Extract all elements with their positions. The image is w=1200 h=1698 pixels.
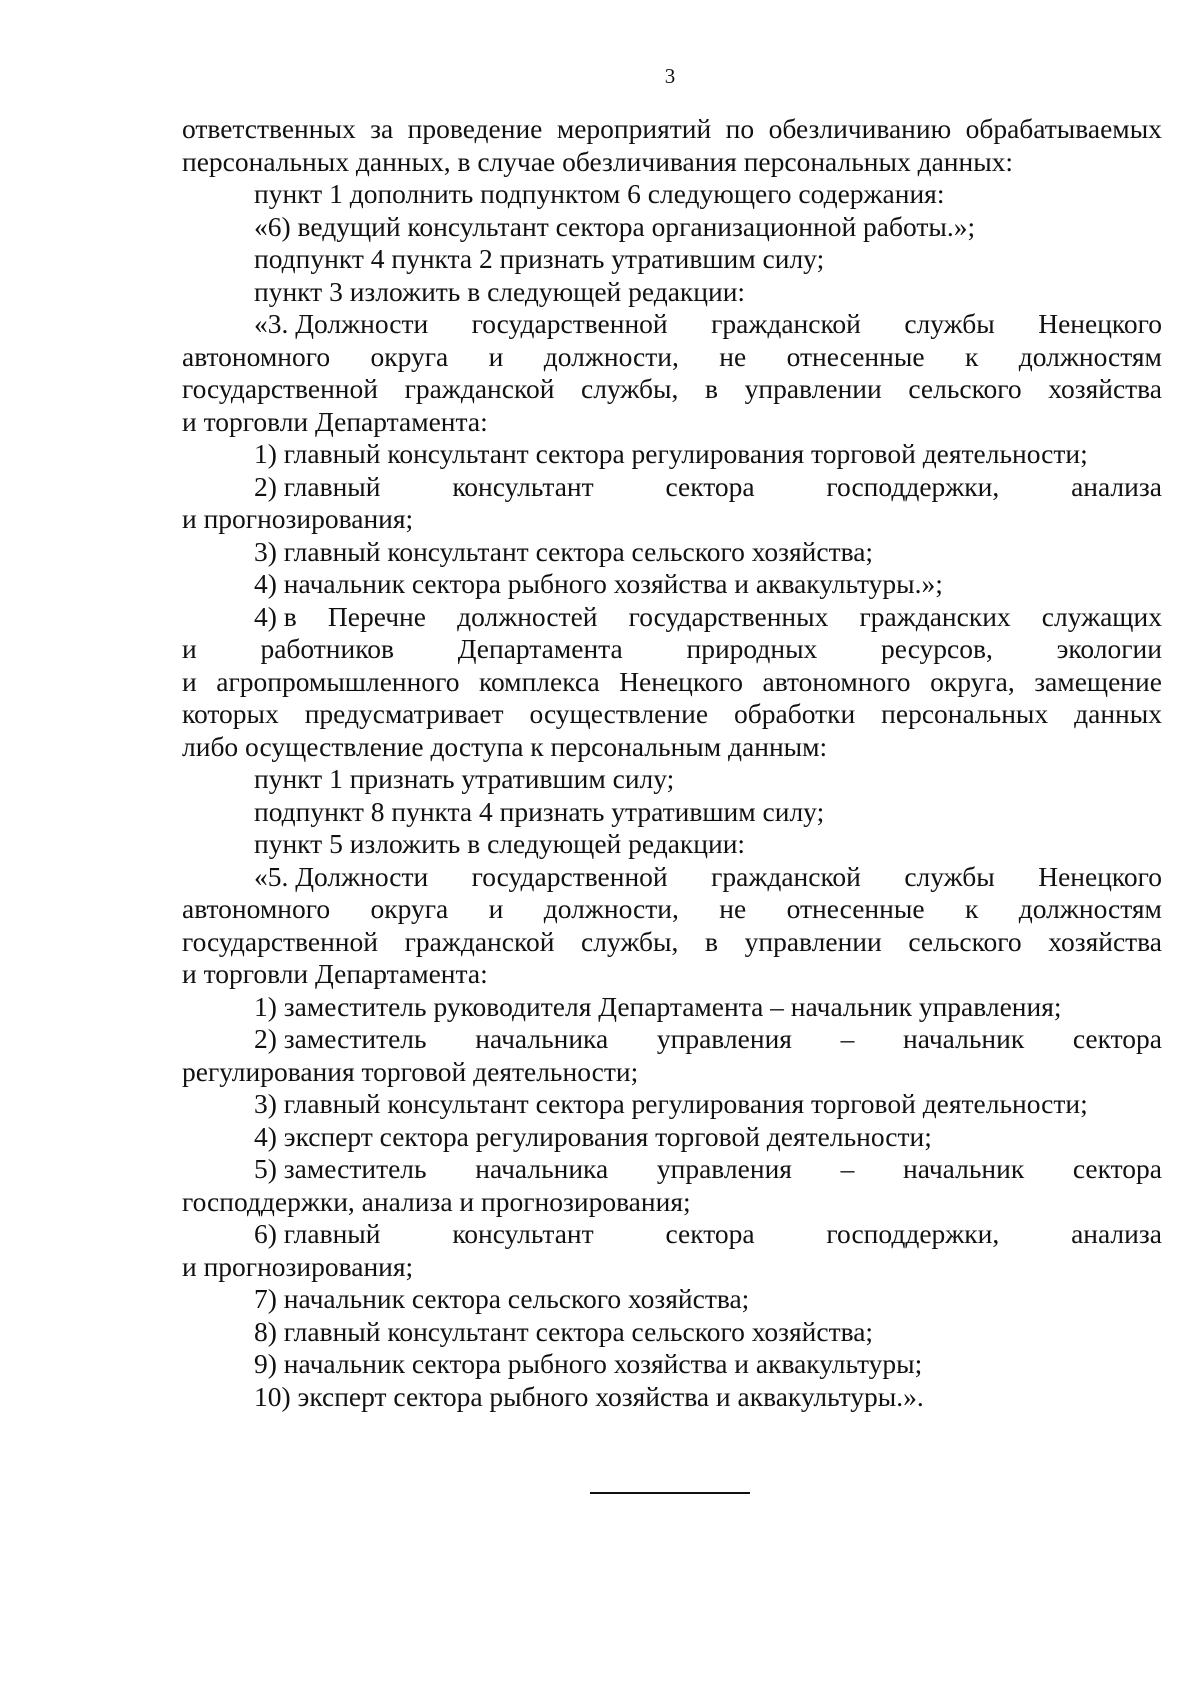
- word: округа: [370, 893, 449, 924]
- word: Департамента: [457, 633, 623, 664]
- word: и: [488, 893, 504, 924]
- word: «5. Должности: [254, 860, 429, 892]
- word: –: [840, 1023, 855, 1054]
- word: должности,: [543, 893, 679, 924]
- word: начальника: [475, 1153, 609, 1184]
- text-line: [182, 1153, 1162, 1186]
- word: предусматривает: [304, 698, 504, 729]
- word: службы,: [581, 373, 679, 404]
- word: сектора: [665, 1218, 755, 1249]
- text-line: и прогнозирования;: [182, 503, 414, 534]
- word: обрабатываемых: [965, 113, 1162, 144]
- word: гражданской: [404, 373, 555, 404]
- word: отнесенные: [786, 893, 925, 924]
- word: государственных: [628, 600, 829, 632]
- text-line: пункт 5 изложить в следующей редакции:: [254, 828, 746, 859]
- text-line: [182, 113, 1162, 146]
- word: по: [725, 113, 755, 144]
- word: к: [964, 893, 979, 924]
- word: 6) главный: [254, 1218, 381, 1249]
- text-line: [182, 926, 1162, 959]
- word: 2) главный: [254, 470, 381, 502]
- word: агропромышленного: [216, 665, 460, 697]
- word: и: [182, 665, 197, 697]
- text-line: подпункт 4 пункта 2 признать утратившим силу;: [254, 243, 825, 274]
- text-line: [182, 633, 1162, 666]
- text-line: [182, 861, 1162, 894]
- word: хозяйства: [1048, 373, 1162, 404]
- word: служащих: [1041, 600, 1162, 632]
- word: должностей: [457, 600, 598, 632]
- word: начальник: [903, 1023, 1025, 1054]
- text-line: [182, 601, 1162, 634]
- word: ответственных: [182, 113, 356, 144]
- word: округа: [370, 340, 449, 372]
- document-body: [182, 113, 1162, 1413]
- word: консультант: [452, 470, 594, 502]
- text-line: 3) главный консультант сектора регулирования торговой деятельности;: [254, 1088, 1088, 1119]
- word: и: [182, 633, 197, 664]
- text-line: [182, 698, 1162, 731]
- text-line: [182, 1023, 1162, 1056]
- word: государственной: [182, 925, 378, 957]
- text-line: «6) ведущий консультант сектора организационной работы.»;: [254, 210, 976, 242]
- text-line: [182, 341, 1162, 374]
- text-line: 8) главный консультант сектора сельского хозяйства;: [254, 1315, 874, 1347]
- word: ресурсов,: [881, 633, 993, 664]
- word: «3. Должности: [254, 308, 429, 339]
- text-line: [182, 893, 1162, 926]
- text-line: регулирования торговой деятельности;: [182, 1055, 639, 1087]
- word: обработки: [734, 698, 856, 729]
- word: мероприятий: [556, 113, 712, 144]
- word: управления: [656, 1023, 792, 1054]
- word: Ненецкого: [1038, 308, 1162, 339]
- word: анализа: [1071, 470, 1162, 502]
- text-line: 7) начальник сектора сельского хозяйства;: [254, 1283, 750, 1314]
- text-line: и торговли Департамента:: [182, 405, 488, 437]
- text-line: [182, 373, 1162, 406]
- word: отнесенные: [786, 340, 925, 372]
- text-line: 1) главный консультант сектора регулирования торговой деятельности;: [254, 438, 1088, 469]
- word: осуществление: [529, 698, 709, 729]
- word: не: [719, 340, 747, 372]
- word: округа,: [930, 665, 1015, 697]
- text-line: персональных данных, в случае обезличивания персональных данных:: [182, 145, 1014, 177]
- text-line: подпункт 8 пункта 4 признать утратившим силу;: [254, 795, 825, 827]
- word: данных: [1074, 698, 1162, 729]
- text-line: и торговли Департамента:: [182, 958, 488, 989]
- text-line: пункт 1 признать утратившим силу;: [254, 763, 675, 794]
- word: –: [840, 1153, 855, 1184]
- word: автономного: [182, 893, 331, 924]
- text-line: пункт 3 изложить в следующей редакции:: [254, 275, 746, 307]
- text-line: [182, 1218, 1162, 1251]
- word: управлении: [744, 925, 882, 957]
- word: сектора: [665, 470, 755, 502]
- word: должностям: [1018, 340, 1162, 372]
- word: к: [964, 340, 979, 372]
- word: государственной: [182, 373, 378, 404]
- word: природных: [686, 633, 818, 664]
- word: сектора: [1072, 1023, 1162, 1054]
- word: должностям: [1018, 893, 1162, 924]
- text-line: [182, 308, 1162, 341]
- word: господдержки,: [826, 1218, 1000, 1249]
- word: работников: [260, 633, 394, 664]
- word: проведение: [407, 113, 543, 144]
- word: гражданской: [711, 860, 861, 892]
- word: в: [704, 925, 718, 957]
- text-line: господдержки, анализа и прогнозирования;: [182, 1185, 691, 1217]
- end-divider-line: [590, 1492, 750, 1494]
- word: комплекса: [478, 665, 600, 697]
- word: управления: [656, 1153, 792, 1184]
- word: за: [370, 113, 394, 144]
- word: консультант: [452, 1218, 594, 1249]
- word: 2) заместитель: [254, 1023, 427, 1054]
- word: замещение: [1034, 665, 1162, 697]
- word: хозяйства: [1048, 925, 1162, 957]
- text-line: [182, 471, 1162, 504]
- word: господдержки,: [826, 470, 1000, 502]
- word: должности,: [543, 340, 679, 372]
- word: анализа: [1071, 1218, 1162, 1249]
- text-line: 10) эксперт сектора рыбного хозяйства и аквакультуры.».: [254, 1380, 924, 1412]
- word: Перечне: [327, 600, 426, 632]
- word: 4) в: [254, 600, 297, 632]
- word: которых: [182, 698, 279, 729]
- word: Ненецкого: [619, 665, 743, 697]
- word: гражданской: [711, 308, 861, 339]
- text-line: либо осуществление доступа к персональным данным:: [182, 730, 828, 762]
- word: сельского: [908, 925, 1022, 957]
- word: службы: [904, 860, 995, 892]
- page-number: 3: [664, 64, 676, 88]
- text-line: 3) главный консультант сектора сельского хозяйства;: [254, 535, 874, 567]
- word: сектора: [1072, 1153, 1162, 1184]
- text-line: пункт 1 дополнить подпунктом 6 следующего содержания:: [254, 178, 945, 209]
- word: не: [719, 893, 747, 924]
- word: гражданской: [404, 925, 555, 957]
- word: управлении: [744, 373, 882, 404]
- word: службы,: [581, 925, 679, 957]
- word: 5) заместитель: [254, 1153, 427, 1184]
- text-line: 1) заместитель руководителя Департамента – начальник управления;: [254, 990, 1062, 1022]
- word: гражданских: [859, 600, 1011, 632]
- word: персональных: [881, 698, 1049, 729]
- text-line: 4) начальник сектора рыбного хозяйства и аквакультуры.»;: [254, 568, 943, 599]
- word: автономного: [762, 665, 911, 697]
- text-line: 4) эксперт сектора регулирования торговой деятельности;: [254, 1120, 932, 1152]
- word: и: [488, 340, 504, 372]
- word: государственной: [471, 860, 668, 892]
- word: начальника: [475, 1023, 609, 1054]
- text-line: 9) начальник сектора рыбного хозяйства и аквакультуры;: [254, 1348, 923, 1379]
- word: обезличиванию: [768, 113, 952, 144]
- word: экологии: [1056, 633, 1162, 664]
- text-line: [182, 666, 1162, 699]
- word: сельского: [908, 373, 1022, 404]
- word: Ненецкого: [1038, 860, 1162, 892]
- word: начальник: [903, 1153, 1025, 1184]
- word: службы: [904, 308, 995, 339]
- word: государственной: [471, 308, 668, 339]
- word: в: [704, 373, 718, 404]
- word: автономного: [182, 340, 331, 372]
- text-line: и прогнозирования;: [182, 1250, 414, 1282]
